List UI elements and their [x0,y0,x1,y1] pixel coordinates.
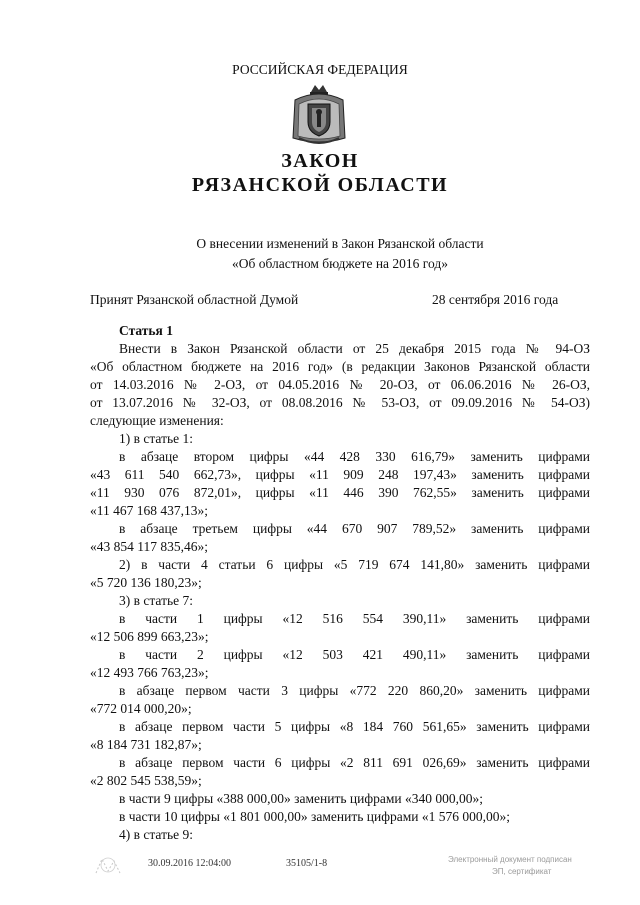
law-subject-line1: О внесении изменений в Закон Рязанской области [196,236,484,251]
body-line: Внести в Закон Рязанской области от 25 декабря 2015 года № 94-ОЗ [119,341,590,356]
body-line: 3) в статье 7: [119,593,193,608]
body-line: 1) в статье 1: [119,431,193,446]
body-line: «8 184 731 182,87»; [90,737,202,752]
body-line: «43 854 117 835,46»; [90,539,208,554]
body-line: «12 493 766 763,23»; [90,665,209,680]
body-line: «43 611 540 662,73», цифры «11 909 248 197,43» заменить цифрами [90,467,590,482]
body-line: в части 9 цифры «388 000,00» заменить цифрами «340 000,00»; [119,791,483,806]
body-line: в абзаце первом части 6 цифры «2 811 691 026,69» заменить цифрами [119,755,590,770]
coat-of-arms-emblem [289,82,349,148]
body-line: «Об областном бюджете на 2016 год» (в редакции Законов Рязанской области [90,359,590,374]
electronic-signature-stamp-line1: Электронный документ подписан [448,855,572,864]
body-line: в абзаце первом части 5 цифры «8 184 760 561,65» заменить цифрами [119,719,590,734]
electronic-signature-stamp-line2: ЭП, сертификат [492,867,552,876]
country-header: РОССИЙСКАЯ ФЕДЕРАЦИЯ [232,62,408,77]
body-line: следующие изменения: [90,413,224,428]
body-line: в абзаце первом части 3 цифры «772 220 860,20» заменить цифрами [119,683,590,698]
registration-mark-icon [92,853,126,879]
law-region-title: РЯЗАНСКОЙ ОБЛАСТИ [191,174,449,196]
body-line: от 14.03.2016 № 2-ОЗ, от 04.05.2016 № 20-ОЗ, от 06.06.2016 № 26-ОЗ, [90,377,590,392]
law-subject-line2: «Об областном бюджете на 2016 год» [232,256,448,271]
article-heading: Статья 1 [119,323,173,338]
adopted-by: Принят Рязанской областной Думой [90,292,299,307]
body-line: «11 467 168 437,13»; [90,503,208,518]
body-line: в части 2 цифры «12 503 421 490,11» заменить цифрами [119,647,590,662]
body-line: в части 10 цифры «1 801 000,00» заменить цифрами «1 576 000,00»; [119,809,510,824]
body-line: «2 802 545 538,59»; [90,773,202,788]
body-line: «772 014 000,20»; [90,701,192,716]
body-line: от 13.07.2016 № 32-ОЗ, от 08.08.2016 № 53-ОЗ, от 09.09.2016 № 54-ОЗ) [90,395,590,410]
footer-doc-number: 35105/1-8 [286,858,328,869]
body-line: «12 506 899 663,23»; [90,629,209,644]
body-line: в части 1 цифры «12 516 554 390,11» заменить цифрами [119,611,590,626]
footer-timestamp: 30.09.2016 12:04:00 [148,858,232,869]
body-line: 4) в статье 9: [119,827,193,842]
adoption-date: 28 сентября 2016 года [432,292,559,307]
body-line: «5 720 136 180,23»; [90,575,202,590]
body-line: в абзаце третьем цифры «44 670 907 789,52» заменить цифрами [119,521,590,536]
body-line: 2) в части 4 статьи 6 цифры «5 719 674 141,80» заменить цифрами [119,557,590,572]
law-title: ЗАКОН [281,150,359,172]
body-line: «11 930 076 872,01», цифры «11 446 390 762,55» заменить цифрами [90,485,590,500]
body-line: в абзаце втором цифры «44 428 330 616,79» заменить цифрами [119,449,590,464]
